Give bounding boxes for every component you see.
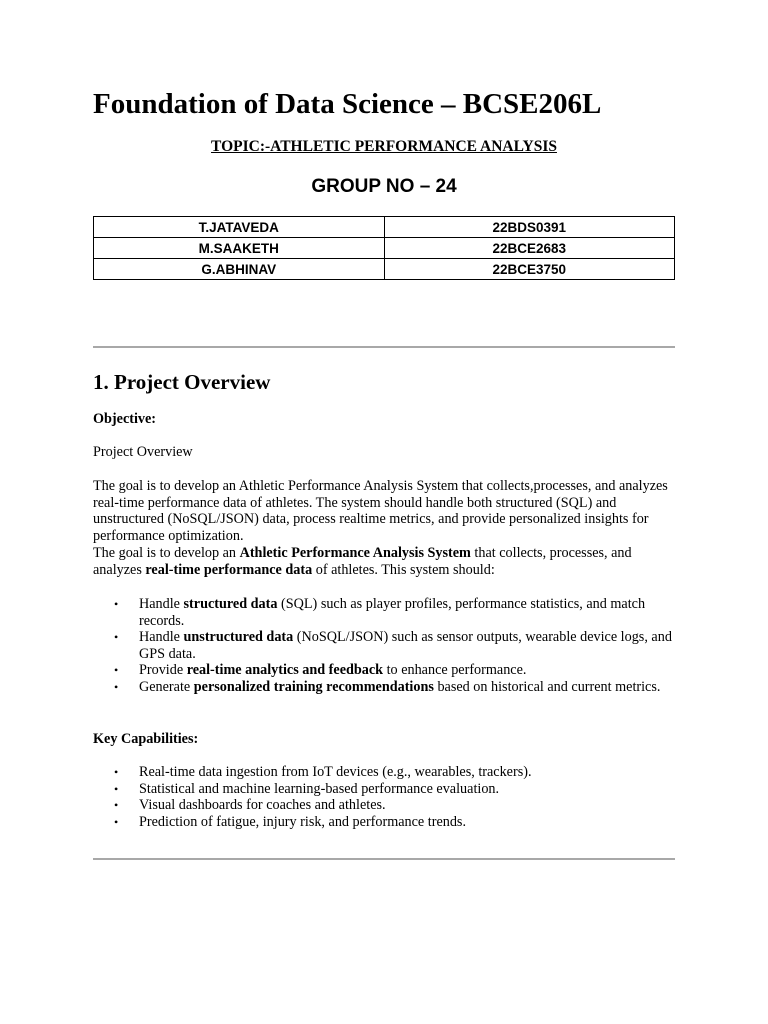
list-item-text: Prediction of fatigue, injury risk, and performance trends. bbox=[139, 813, 466, 830]
list-item-text: Real-time data ingestion from IoT devices (e.g., wearables, trackers). bbox=[139, 764, 532, 780]
list-item bbox=[93, 764, 673, 781]
capabilities-label bbox=[93, 731, 673, 748]
emphasis-text: unstructured data bbox=[183, 629, 294, 645]
text-run: of athletes. This system should: bbox=[312, 561, 495, 578]
text-run: (SQL) such as player profiles, performance statistics, and match records. bbox=[139, 596, 646, 629]
capabilities-list bbox=[93, 764, 673, 830]
section-heading: 1. Project Overview bbox=[93, 370, 271, 394]
emphasis-text: personalized training recommendations bbox=[193, 678, 434, 695]
bullet-icon: • bbox=[114, 765, 119, 779]
bullet-icon: • bbox=[114, 663, 119, 677]
member-reg-no: 22BCE2683 bbox=[384, 238, 675, 259]
overview-label: Project Overview bbox=[93, 444, 193, 460]
member-reg-no: 22BDS0391 bbox=[384, 217, 675, 238]
section-divider-bottom bbox=[93, 858, 675, 860]
member-name: G.ABHINAV bbox=[94, 259, 385, 280]
list-item-text: Statistical and machine learning-based performance evaluation. bbox=[139, 780, 500, 797]
table-row bbox=[94, 259, 675, 280]
text-run: that collects, processes, and analyzes bbox=[93, 545, 632, 578]
emphasis-text: Athletic Performance Analysis System bbox=[239, 545, 471, 561]
text-run: Handle bbox=[139, 629, 184, 645]
list-item bbox=[93, 814, 673, 831]
table-row bbox=[94, 238, 675, 259]
member-name: T.JATAVEDA bbox=[94, 217, 385, 238]
list-item bbox=[93, 679, 673, 696]
members-table bbox=[93, 216, 675, 280]
list-item-text: Visual dashboards for coaches and athletes. bbox=[139, 797, 386, 813]
emphasis-text: real-time performance data bbox=[145, 561, 313, 578]
bullet-icon: • bbox=[114, 679, 119, 694]
emphasis-text: structured data bbox=[183, 596, 278, 612]
text-run: Handle bbox=[139, 596, 184, 612]
group-number: GROUP NO – 24 bbox=[311, 176, 457, 197]
list-item bbox=[93, 596, 673, 629]
text-run: Generate bbox=[139, 678, 194, 695]
member-name: M.SAAKETH bbox=[94, 238, 385, 259]
text-run: (NoSQL/JSON) such as sensor outputs, wearable device logs, and GPS data. bbox=[139, 629, 672, 662]
bullet-icon: • bbox=[114, 781, 119, 796]
member-reg-no: 22BCE3750 bbox=[384, 259, 675, 280]
list-item bbox=[93, 662, 673, 679]
bullet-icon: • bbox=[114, 630, 119, 644]
requirements-list bbox=[93, 596, 673, 695]
paragraph-goal-detail bbox=[93, 545, 673, 578]
capabilities-label-text: Key Capabilities: bbox=[93, 731, 199, 747]
section-divider-top bbox=[93, 346, 675, 348]
text-run: based on historical and current metrics. bbox=[433, 678, 661, 695]
text-run: Provide bbox=[139, 662, 187, 678]
bullet-icon: • bbox=[114, 597, 119, 611]
text-run: The goal is to develop an bbox=[93, 545, 240, 561]
table-row bbox=[94, 217, 675, 238]
bullet-icon: • bbox=[114, 814, 119, 829]
document-title: Foundation of Data Science – BCSE206L bbox=[93, 88, 602, 120]
objective-label-text: Objective: bbox=[93, 411, 157, 427]
text-run: to enhance performance. bbox=[383, 662, 527, 678]
emphasis-text: real-time analytics and feedback bbox=[186, 662, 384, 678]
paragraph-goal: The goal is to develop an Athletic Performance Analysis System that collects,processes, and analyzes real-time performance data of athletes. The system should handle both structured (SQL) and unstructured (NoSQL/JSON) data, process realtime metrics, and provide personalized insights for performance optimization. bbox=[93, 478, 668, 544]
list-item bbox=[93, 797, 673, 814]
bullet-icon: • bbox=[114, 798, 119, 812]
list-item bbox=[93, 781, 673, 798]
topic-line: TOPIC:-ATHLETIC PERFORMANCE ANALYSIS bbox=[211, 138, 557, 155]
objective-label bbox=[93, 411, 673, 428]
list-item bbox=[93, 629, 673, 662]
